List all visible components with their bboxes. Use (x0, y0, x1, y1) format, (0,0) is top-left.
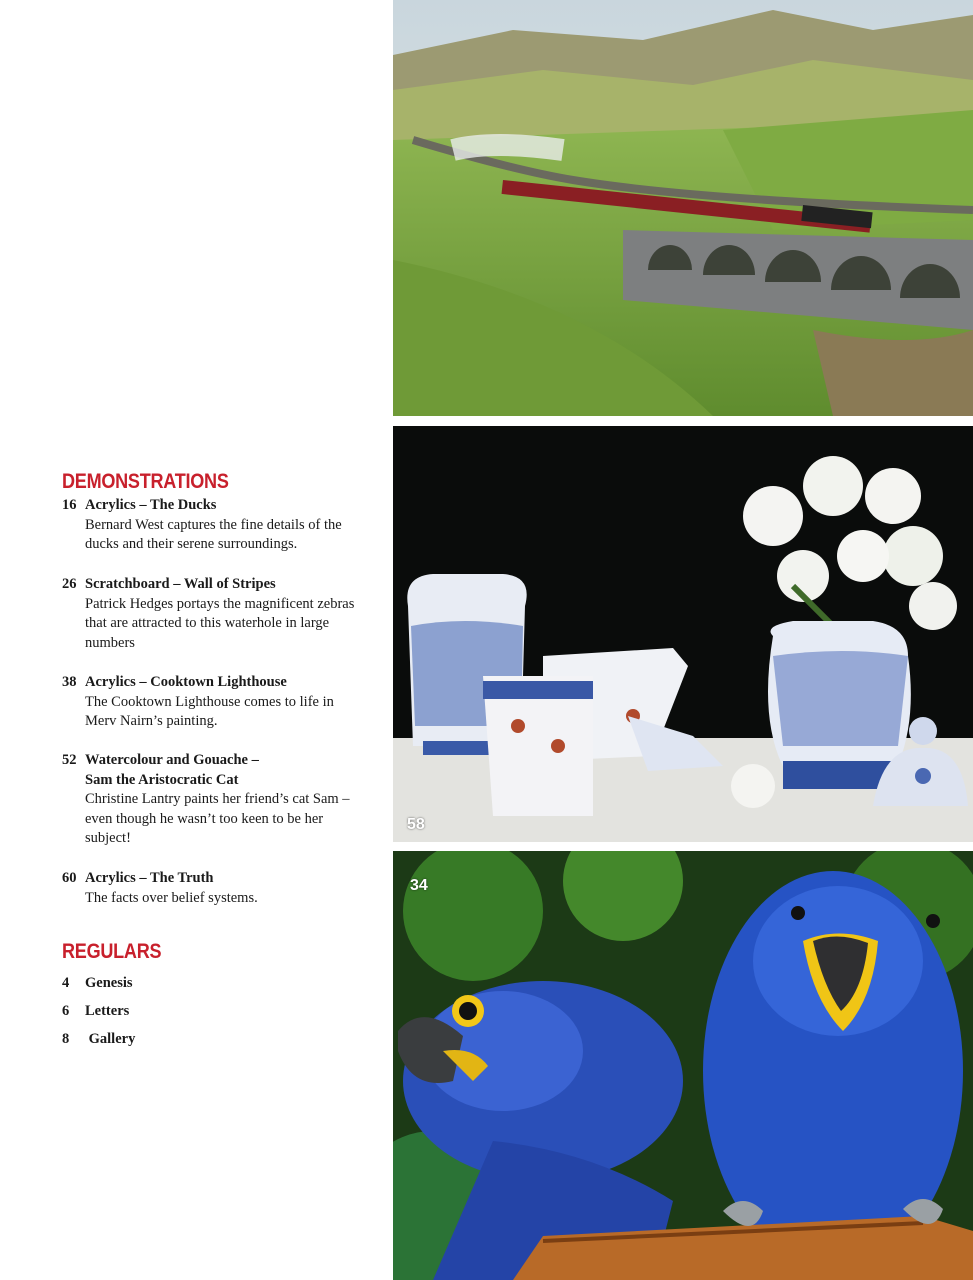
landscape-painting-train-viaduct[interactable] (393, 0, 973, 416)
entry-description: The Cooktown Lighthouse comes to life in Merv Nairn’s painting. (85, 693, 334, 730)
entry-description: Christine Lantry paints her friend’s cat Sam – even though he wasn’t too keen to be her subject! (85, 791, 350, 847)
regular-entry-genesis[interactable] (62, 975, 133, 992)
still-life-painting-porcelain[interactable] (393, 426, 973, 842)
entry-description: Patrick Hedges portays the magnificent zebras that are attracted to this waterhole in large numbers (85, 595, 355, 651)
entry-title: Acrylics – The Ducks (85, 497, 217, 513)
demo-entry-the-truth[interactable] (62, 869, 362, 908)
page-number-badge: 58 (407, 816, 425, 833)
entry-title: Letters (85, 1003, 130, 1019)
entry-page-number: 26 (62, 576, 77, 592)
page-number-badge: 34 (410, 877, 428, 894)
demonstrations-heading: DEMONSTRATIONS (62, 470, 229, 493)
landscape-image (393, 0, 973, 416)
regulars-heading: REGULARS (62, 940, 162, 963)
entry-description: Bernard West captures the fine details of the ducks and their serene surroundings. (85, 516, 342, 553)
demo-entry-wall-of-stripes[interactable] (62, 575, 362, 653)
entry-page-number: 16 (62, 497, 77, 513)
entry-page-number: 8 (62, 1031, 70, 1047)
regular-entry-gallery[interactable] (62, 1031, 135, 1048)
entry-page-number: 60 (62, 870, 77, 886)
macaws-image (393, 851, 973, 1280)
entry-page-number: 4 (62, 975, 70, 991)
entry-title: Watercolour and Gouache – Sam the Aristocratic Cat (85, 752, 259, 788)
macaws-painting[interactable] (393, 851, 973, 1280)
entry-page-number: 6 (62, 1003, 70, 1019)
demo-entry-ducks[interactable] (62, 496, 362, 555)
entry-page-number: 52 (62, 752, 77, 768)
still-life-image (393, 426, 973, 842)
demo-entry-sam-the-cat[interactable] (62, 751, 352, 849)
regular-entry-letters[interactable] (62, 1003, 129, 1020)
entry-title: Genesis (85, 975, 133, 991)
entry-description: The facts over belief systems. (85, 889, 258, 906)
entry-title: Acrylics – The Truth (85, 870, 214, 886)
demo-entry-cooktown-lighthouse[interactable] (62, 673, 362, 732)
entry-title: Gallery (85, 1031, 136, 1047)
entry-title: Scratchboard – Wall of Stripes (85, 576, 276, 592)
entry-title: Acrylics – Cooktown Lighthouse (85, 674, 287, 690)
entry-page-number: 38 (62, 674, 77, 690)
